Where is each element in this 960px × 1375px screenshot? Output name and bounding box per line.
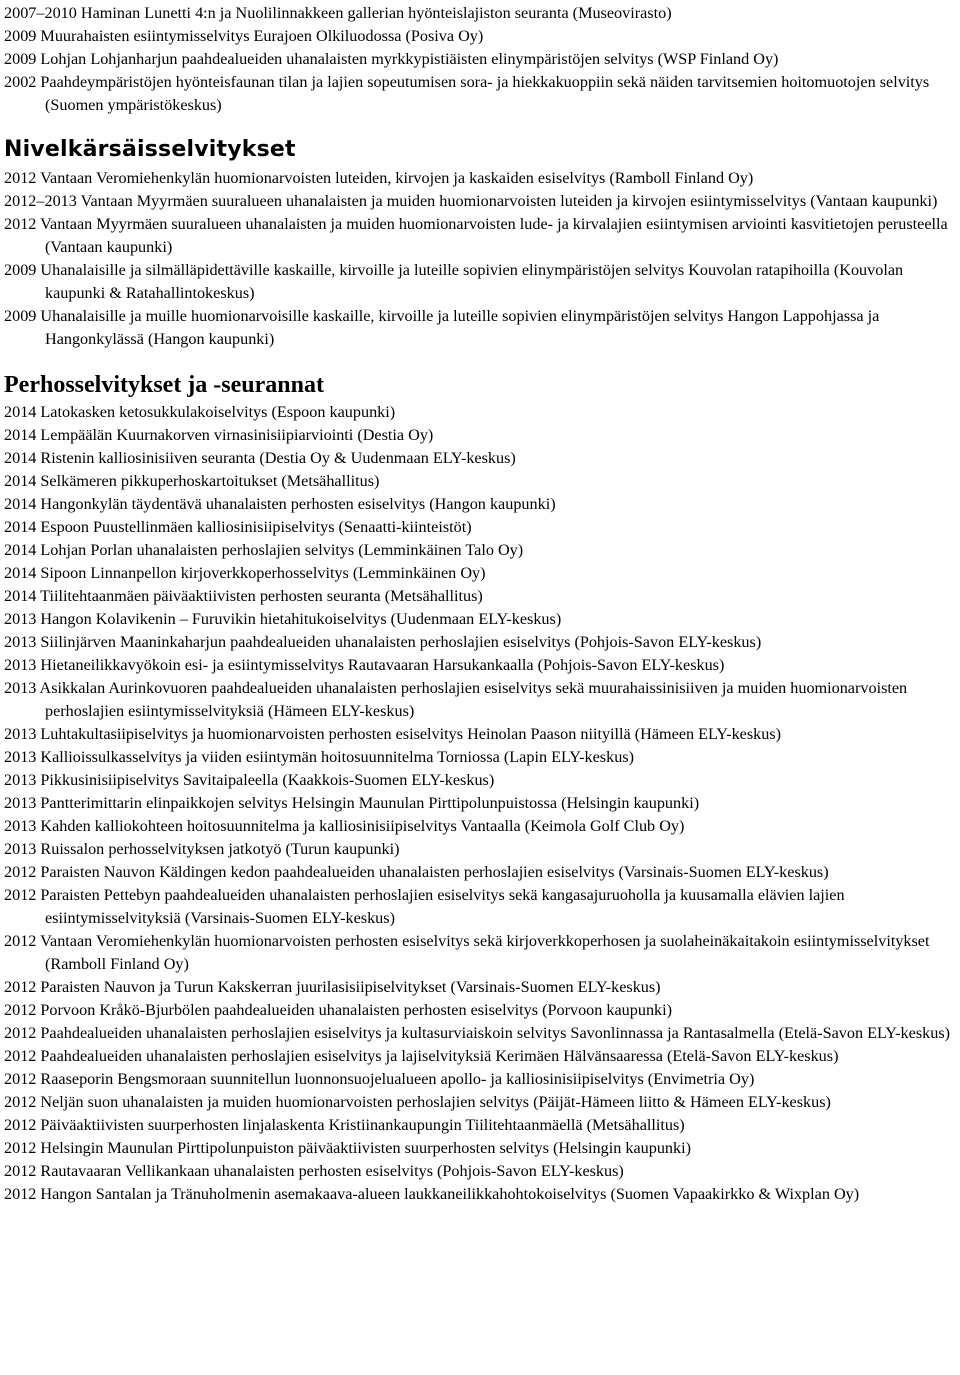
section-heading-nivelkarsais: Nivelkärsäisselvitykset [4, 137, 296, 162]
list-item: 2014 Tiilitehtaanmäen päiväaktiivisten perhosten seuranta (Metsähallitus) [4, 587, 483, 605]
list-item: 2012 Porvoon Kråkö-Bjurbölen paahdealueiden uhanalaisten perhosten esiselvitys (Porvoon kaupunki) [4, 1001, 673, 1019]
list-item: 2012 Vantaan Myyrmäen suuralueen uhanalaisten ja muiden huomionarvoisten lude- ja kirvalajien esiintymisen arviointi kasvitietojen perusteella (Vantaan kaupunki) [4, 215, 948, 256]
list-item: 2002 Paahdeympäristöjen hyönteisfaunan tilan ja lajien sopeutumisen sora- ja hiekkakuoppiin sekä näiden tarvitsemien hoitomuotojen selvitys (Suomen ympäristökeskus) [4, 73, 930, 114]
list-item: 2012 Paraisten Nauvon ja Turun Kakskerran juurilasisiipiselvitykset (Varsinais-Suomen ELY-keskus) [4, 978, 661, 996]
list-item: 2009 Lohjan Lohjanharjun paahdealueiden uhanalaisten myrkkypistiäisten elinympäristöjen selvitys (WSP Finland Oy) [4, 50, 779, 68]
list-item: 2013 Hangon Kolavikenin – Furuvikin hietahitukoiselvitys (Uudenmaan ELY-keskus) [4, 610, 562, 628]
list-item: 2009 Uhanalaisille ja silmälläpidettäville kaskaille, kirvoille ja luteille sopivien elinympäristöjen selvitys Kouvolan ratapihoilla (Kouvolan kaupunki & Ratahallintokeskus) [4, 261, 904, 302]
list-item: 2007–2010 Haminan Lunetti 4:n ja Nuolilinnakkeen gallerian hyönteislajiston seuranta (Museovirasto) [4, 4, 672, 22]
list-item: 2014 Espoon Puustellinmäen kalliosinisiipiselvitys (Senaatti-kiinteistöt) [4, 518, 472, 536]
list-item: 2012 Paraisten Nauvon Käldingen kedon paahdealueiden uhanalaisten perhoslajien esiselvitys (Varsinais-Suomen ELY-keskus) [4, 863, 829, 881]
list-item: 2013 Ruissalon perhosselvityksen jatkotyö (Turun kaupunki) [4, 840, 400, 858]
list-item: 2009 Muurahaisten esiintymisselvitys Eurajoen Olkiluodossa (Posiva Oy) [4, 27, 484, 45]
list-item: 2012 Päiväaktiivisten suurperhosten linjalaskenta Kristiinankaupungin Tiilitehtaanmäellä (Metsähallitus) [4, 1116, 685, 1134]
top-entries-list [4, 2, 956, 117]
list-item: 2012 Paahdealueiden uhanalaisten perhoslajien esiselvitys ja kultasurviaiskoin selvitys Savonlinnassa ja Rantasalmella (Etelä-Savon ELY-keskus) [4, 1024, 951, 1042]
list-item: 2012 Vantaan Veromiehenkylän huomionarvoisten perhosten esiselvitys sekä kirjoverkkoperhosen ja suolaheinäkaitakoin esiintymisselvitykset (Ramboll Finland Oy) [4, 932, 930, 973]
list-item: 2012 Paahdealueiden uhanalaisten perhoslajien esiselvitys ja lajiselvityksiä Kerimäen Hälvänsaaressa (Etelä-Savon ELY-keskus) [4, 1047, 839, 1065]
list-item: 2012 Neljän suon uhanalaisten ja muiden huomionarvoisten perhoslajien selvitys (Päijät-Hämeen liitto & Hämeen ELY-keskus) [4, 1093, 831, 1111]
list-item: 2013 Asikkalan Aurinkovuoren paahdealueiden uhanalaisten perhoslajien esiselvitys sekä muurahaissinisiiven ja muiden huomionarvoisten perhoslajien esiintymisselvityksiä (Hämeen ELY-keskus) [4, 679, 908, 720]
list-item: 2009 Uhanalaisille ja muille huomionarvoisille kaskaille, kirvoille ja luteille sopivien elinympäristöjen selvitys Hangon Lappohjassa ja Hangonkylässä (Hangon kaupunki) [4, 307, 880, 348]
list-item: 2012–2013 Vantaan Myyrmäen suuralueen uhanalaisten ja muiden huomionarvoisten luteiden ja kirvojen esiintymisselvitys (Vantaan kaupunki) [4, 192, 938, 210]
list-item: 2013 Kallioissulkasselvitys ja viiden esiintymän hoitosuunnitelma Torniossa (Lapin ELY-keskus) [4, 748, 634, 766]
list-item: 2012 Raaseporin Bengsmoraan suunnitellun luonnonsuojelualueen apollo- ja kalliosinisiipiselvitys (Envimetria Oy) [4, 1070, 755, 1088]
list-item: 2012 Hangon Santalan ja Tränuholmenin asemakaava-alueen laukkaneilikkahohtokoiselvitys (Suomen Vapaakirkko & Wixplan Oy) [4, 1185, 860, 1203]
list-item: 2012 Helsingin Maunulan Pirttipolunpuiston päiväaktiivisten suurperhosten selvitys (Helsingin kaupunki) [4, 1139, 691, 1157]
list-item: 2014 Sipoon Linnanpellon kirjoverkkoperhosselvitys (Lemminkäinen Oy) [4, 564, 486, 582]
list-item: 2014 Latokasken ketosukkulakoiselvitys (Espoon kaupunki) [4, 403, 396, 421]
list-item: 2012 Vantaan Veromiehenkylän huomionarvoisten luteiden, kirvojen ja kaskaiden esiselvitys (Ramboll Finland Oy) [4, 169, 754, 187]
list-item: 2014 Ristenin kalliosinisiiven seuranta (Destia Oy & Uudenmaan ELY-keskus) [4, 449, 516, 467]
list-item: 2013 Siilinjärven Maaninkaharjun paahdealueiden uhanalaisten perhoslajien esiselvitys (Pohjois-Savon ELY-keskus) [4, 633, 762, 651]
list-item: 2013 Hietaneilikkavyökoin esi- ja esiintymisselvitys Rautavaaran Harsukankaalla (Pohjois-Savon ELY-keskus) [4, 656, 725, 674]
list-item: 2013 Luhtakultasiipiselvitys ja huomionarvoisten perhosten esiselvitys Heinolan Paason niityillä (Hämeen ELY-keskus) [4, 725, 782, 743]
perhos-entries-list [4, 401, 956, 1206]
list-item: 2012 Rautavaaran Vellikankaan uhanalaisten perhosten esiselvitys (Pohjois-Savon ELY-keskus) [4, 1162, 624, 1180]
list-item: 2014 Lohjan Porlan uhanalaisten perhoslajien selvitys (Lemminkäinen Talo Oy) [4, 541, 524, 559]
list-item: 2013 Pantterimittarin elinpaikkojen selvitys Helsingin Maunulan Pirttipolunpuistossa (Helsingin kaupunki) [4, 794, 700, 812]
list-item: 2014 Hangonkylän täydentävä uhanalaisten perhosten esiselvitys (Hangon kaupunki) [4, 495, 556, 513]
list-item: 2014 Lempäälän Kuurnakorven virnasinisiipiarviointi (Destia Oy) [4, 426, 434, 444]
list-item: 2014 Selkämeren pikkuperhoskartoitukset (Metsähallitus) [4, 472, 380, 490]
list-item: 2013 Pikkusinisiipiselvitys Savitaipaleella (Kaakkois-Suomen ELY-keskus) [4, 771, 495, 789]
section-heading-perhos: Perhosselvitykset ja -seurannat [4, 372, 324, 398]
nivelkarsais-entries-list [4, 167, 956, 351]
list-item: 2012 Paraisten Pettebyn paahdealueiden uhanalaisten perhoslajien esiselvitys sekä kangasajuruoholla ja kuusamalla elävien lajien esiintymisselvityksiä (Varsinais-Suomen ELY-keskus) [4, 886, 845, 927]
list-item: 2013 Kahden kalliokohteen hoitosuunnitelma ja kalliosinisiipiselvitys Vantaalla (Keimola Golf Club Oy) [4, 817, 685, 835]
